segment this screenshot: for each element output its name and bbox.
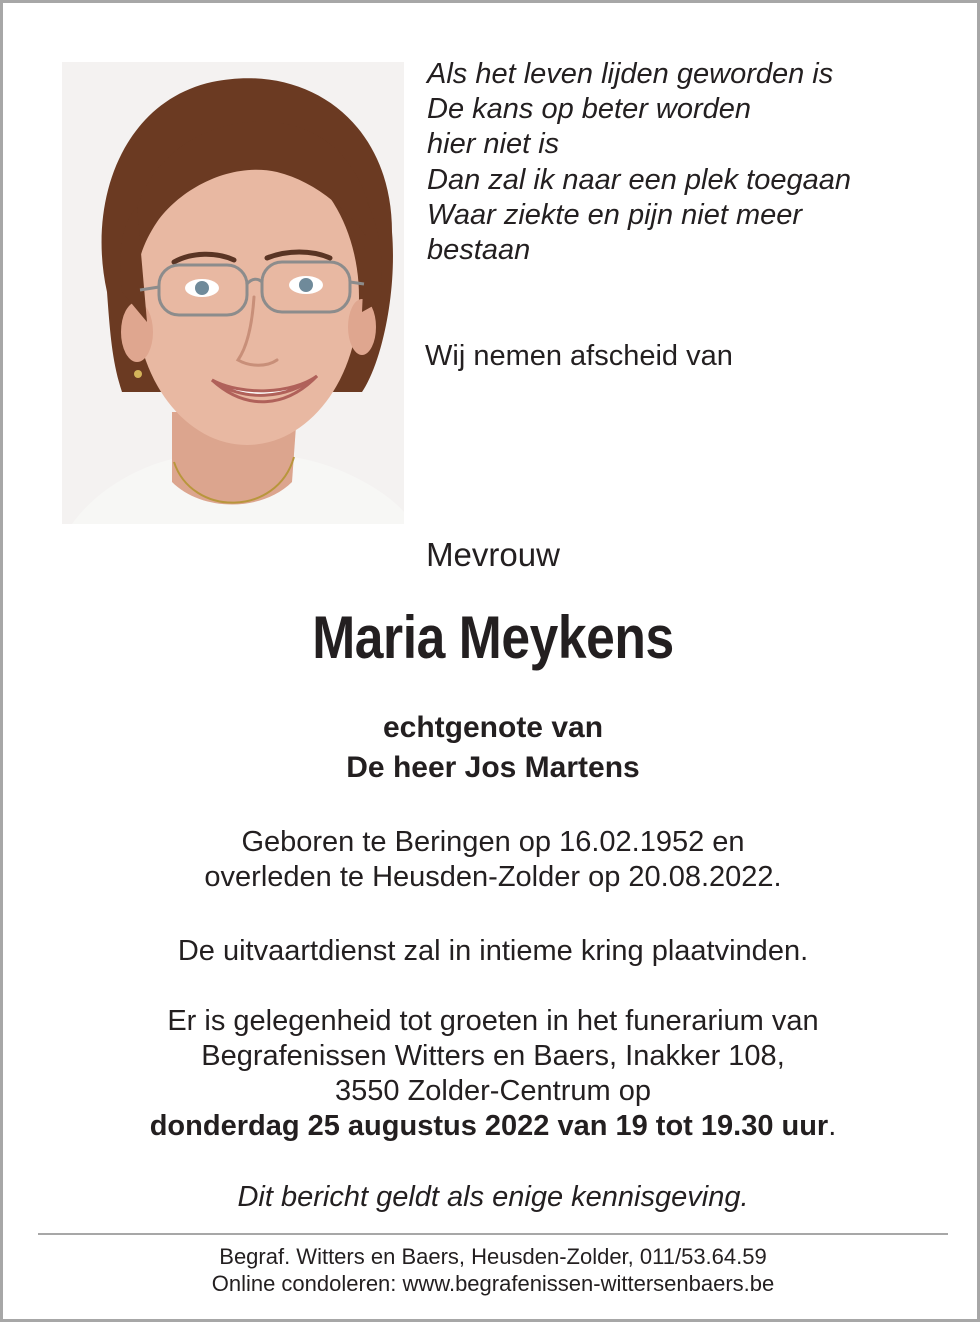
birth-line: Geboren te Beringen op 16.02.1952 en <box>241 826 745 858</box>
poem-line: De kans op beter worden <box>427 93 752 126</box>
spouse-relation: echtgenote van <box>382 711 604 744</box>
footer-contact: Begraf. Witters en Baers, Heusden-Zolder, 011/53.64.59 <box>219 1244 767 1269</box>
visitation-line: Begrafenissen Witters en Baers, Inakker 108, <box>201 1040 785 1072</box>
poem <box>427 57 967 268</box>
footer <box>3 1243 980 1297</box>
visitation-date: donderdag 25 augustus 2022 van 19 tot 19.30 uur <box>149 1110 829 1142</box>
farewell-intro: Wij nemen afscheid van <box>425 340 733 372</box>
service-info: De uitvaartdienst zal in intieme kring plaatvinden. <box>177 935 809 967</box>
poem-line: bestaan <box>427 234 531 267</box>
poem-line: Als het leven lijden geworden is <box>427 58 834 90</box>
portrait-illustration <box>62 62 404 524</box>
spouse-name: De heer Jos Martens <box>346 751 640 784</box>
visitation-info <box>3 1004 980 1144</box>
visitation-line: 3550 Zolder-Centrum op <box>335 1075 651 1107</box>
birth-death-info <box>3 825 980 895</box>
portrait-photo <box>62 62 404 524</box>
visitation-date-tail: . <box>828 1110 837 1142</box>
footer-divider <box>38 1233 948 1235</box>
footer-condolence-link[interactable]: Online condoleren: www.begrafenissen-wittersenbaers.be <box>211 1271 775 1296</box>
poem-line: Waar ziekte en pijn niet meer <box>427 198 803 231</box>
notice-text: Dit bericht geldt als enige kennisgeving. <box>237 1181 749 1213</box>
spouse-block <box>3 708 980 788</box>
poem-line: Dan zal ik naar een plek toegaan <box>427 163 852 196</box>
visitation-date-line <box>3 1109 980 1144</box>
poem-line: hier niet is <box>427 128 560 161</box>
death-line: overleden te Heusden-Zolder op 20.08.2022. <box>204 861 782 893</box>
visitation-line: Er is gelegenheid tot groeten in het funerarium van <box>167 1005 819 1037</box>
honorific: Mevrouw <box>426 536 560 573</box>
deceased-name: Maria Meykens <box>312 604 674 671</box>
